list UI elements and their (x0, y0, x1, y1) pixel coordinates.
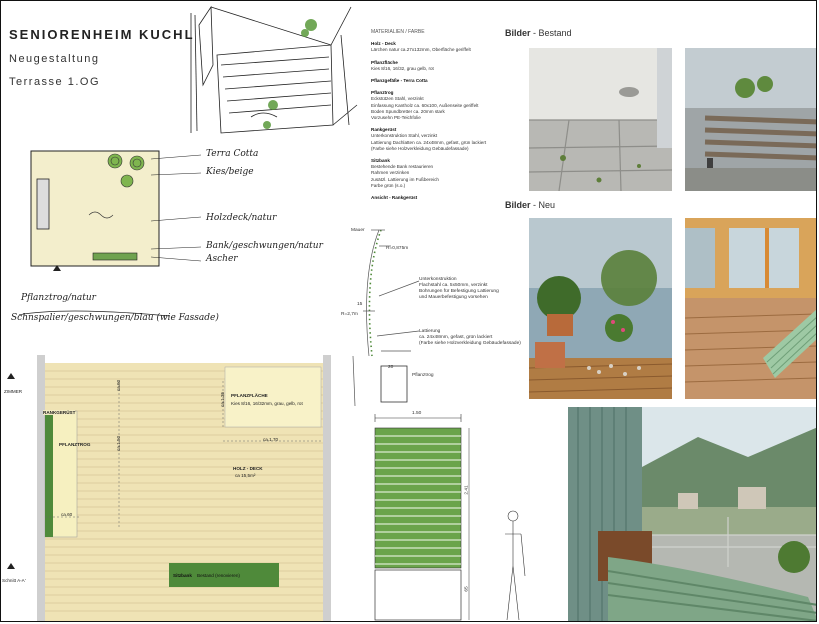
section-note-line: ca. 24x48mm, gefast, grün lackiert (419, 335, 493, 340)
photos-neu-title: Bilder - Neu (505, 200, 556, 210)
photos-neu-title-main: Bilder (505, 200, 531, 210)
photos-bestand-title: Bilder - Bestand (505, 28, 572, 38)
spec-item-line: Farbe grün (s.o.) (371, 182, 406, 188)
floor-plan (1, 351, 341, 622)
plan-dim-ca170: ca.1.70 (263, 437, 279, 442)
photos-bestand-title-sub: Bestand (538, 28, 572, 38)
sketch-label-terracotta: Terra Cotta (206, 149, 259, 159)
photo-bestand-bench (685, 48, 817, 191)
spec-item-title: Holz - Deck (371, 41, 396, 47)
spec-item-line: Eckstützen Stahl, verzinkt (371, 96, 424, 102)
section-note-line: Flachstahl ca. 5x50mm, verzinkt (419, 283, 488, 288)
photo-neu-plants (529, 218, 672, 399)
spec-item-line: (Farbe siehe Holzverkleidung Gebäudefassade) (371, 145, 469, 151)
plan-section-mark: Schnitt A-A' (2, 578, 26, 583)
page-title: SENIORENHEIM KUCHL (9, 27, 195, 42)
sketch-label-bank: Bank/geschwungen/natur (206, 241, 323, 251)
photos-bestand-title-main: Bilder (505, 28, 531, 38)
sketch-label-kies: Kies/beige (206, 167, 254, 177)
section-note-unterkonstruktion (419, 277, 499, 301)
plan-label-pflanztrog: PFLANZTROG (59, 442, 91, 447)
material-spec (371, 29, 521, 201)
elevation-drawing (357, 406, 529, 621)
plan-dim-ca135: ca.1.35 (220, 391, 226, 408)
plan-dim-ca150: ca.1.50 (116, 435, 122, 452)
spec-item-title: Pflanztrog (371, 90, 394, 96)
photo-bestand-terrace (529, 48, 672, 191)
section-note-lattierung (419, 329, 521, 347)
sketch-label-schnspalier: Schnspalier/geschwungen/blau (wie Fassade) (11, 313, 219, 323)
plan-label-pflanzflaeche: PFLANZFLÄCHE (231, 393, 268, 398)
section-note-line: (Farbe siehe Holzverkleidung Gebäudefassade) (419, 341, 521, 346)
sketch-leaders (151, 151, 211, 271)
spec-item-line: Bestehende Bank restaurieren (371, 164, 434, 170)
section-note-line: Unterkonstruktion (419, 277, 457, 282)
spec-item-line: Unterkonstruktion Stahl, verzinkt (371, 133, 438, 139)
spec-item-title: Pflanzfläche (371, 59, 398, 65)
spec-item-line: Kies 8/16, 16/32, grau gelb, rot (371, 65, 434, 71)
section-label-mauer: Mauer (351, 228, 365, 233)
section-label-dim20: 20 (388, 365, 394, 370)
plan-dim-ca60-left: ca.60 (61, 512, 73, 517)
photos-neu-title-sub: Neu (538, 200, 556, 210)
spec-item-title: Ansicht - Rankgerüst (371, 195, 418, 201)
plan-dim-ca60-top: ca.60 (116, 379, 122, 392)
spec-item-line: zusätzl. Lattierung im Fußbereich (371, 176, 439, 182)
spec-item-title: Rankgerüst (371, 127, 397, 133)
section-label-pflanztrog: Pflanztrog (412, 373, 434, 378)
section-label-dim15: 15 (357, 302, 363, 307)
page-floor: Terrasse 1.OG (9, 76, 101, 88)
plan-label-zimmer: ZIMMER (4, 389, 23, 394)
plan-label-holzdeck-area: ca 15,5m² (235, 473, 256, 478)
plan-label-sitzbank-note: Bestand (renovieren) (197, 573, 240, 578)
photo-neu-view (568, 407, 817, 621)
plan-label-sitzbank: Sitzbank (173, 573, 192, 578)
elevation-dim-height: 2.41 (464, 485, 470, 495)
sketch-label-pflanztrog: Pflanztrog/natur (21, 293, 96, 303)
plan-label-pflanzflaeche-desc: Kies 8/16, 16/32mm, grau, gelb, rot (231, 401, 303, 406)
spec-heading: MATERIALIEN / FARBE (371, 29, 425, 35)
section-note-line: Lattierung (419, 329, 441, 334)
plan-label-rankgeruest: RANKGERÜST (43, 410, 76, 415)
spec-item-line: Einfassung Kantholz ca. 60x100, Außenseite geriffelt (371, 102, 479, 108)
spec-item-line: Lärchen natur ca.27x132mm, Oberfläche geriffelt (371, 47, 471, 53)
section-note-line: Bohrungen für Befestigung Lattierung (419, 289, 499, 294)
spec-item-title: Sitzbank (371, 158, 390, 164)
plan-label-holzdeck: HOLZ - DECK (233, 466, 263, 471)
section-note-line: und Mauerbefestigung vorsehen (419, 295, 488, 300)
elevation-dim-base: 65 (464, 586, 470, 592)
sketch-label-holzdeck: Holzdeck/natur (206, 213, 277, 223)
elevation-dim-width: 1.50 (412, 411, 422, 416)
sketch-label-ascher: Ascher (206, 254, 238, 264)
spec-item-line: Rahmen verzinken (371, 170, 410, 176)
photo-neu-deck (685, 218, 817, 399)
perspective-sketch (181, 5, 361, 137)
spec-item-line: Vorzusehn PE-Teichfolie (371, 115, 421, 121)
spec-item-line: Boden Spundbretter ca. 20mm stark (371, 108, 445, 114)
section-label-radius1: R=0,875m (386, 246, 409, 251)
page-subtitle: Neugestaltung (9, 53, 100, 65)
spec-item-title: Pflanzgefäße - Terra Cotta (371, 78, 428, 84)
section-label-radius2: R=2,7m (341, 312, 358, 317)
spec-item-line: Lattierung Dachlatten ca. 24x48mm, gefast, grün lackiert (371, 139, 487, 145)
